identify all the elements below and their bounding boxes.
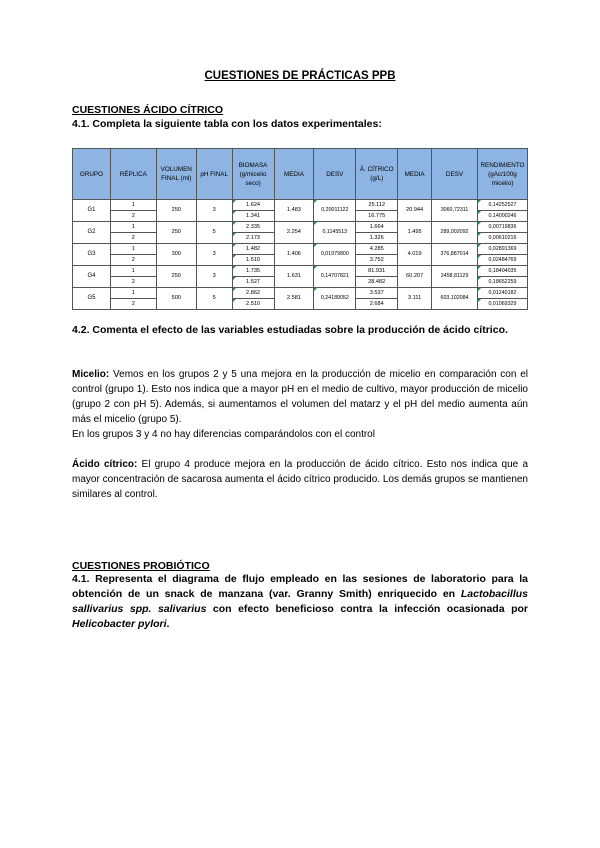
ph-cell: 3 (196, 244, 232, 266)
q-text-c: . (166, 618, 170, 630)
micelio-text: Vemos en los grupos 2 y 5 una mejora en la producción de micelio en comparación con el control (grupo 1). Esto nos indica que a mayor pH en el medio de cultivo, mayor producción de micelio (grupo 2 con pH 5). Además, si aumentamos el volumen del matarz y el pH del medio aumenta aún más el micelio (grupo 5). (72, 369, 528, 425)
table-header-row (73, 149, 528, 200)
citric-mean-cell: 4.019 (398, 244, 432, 266)
replica-cell: 2 (110, 255, 156, 266)
biomass-mean-cell: 2.581 (274, 288, 314, 310)
header-cell: RENDIMIENTO (gAc/100g micelio) (477, 149, 527, 200)
biomass-mean-cell: 1.406 (274, 244, 314, 266)
citric-acid-cell: 25.112 (356, 200, 398, 211)
citric-acid-cell: 3.752 (356, 255, 398, 266)
ph-cell: 3 (196, 200, 232, 222)
biomass-cell: 2.173 (232, 233, 274, 244)
citric-acid-cell: 1.664 (356, 222, 398, 233)
yield-cell: 0,14000246 (477, 211, 527, 222)
table-row (73, 266, 528, 277)
citric-acid-cell: 4.285 (356, 244, 398, 255)
experimental-data-table (72, 148, 528, 310)
biomass-cell: 1.341 (232, 211, 274, 222)
table-row (73, 200, 528, 211)
header-cell: VOLUMEN FINAL (ml) (156, 149, 196, 200)
biomass-sd-cell: 0,14707821 (314, 266, 356, 288)
volume-cell: 300 (156, 244, 196, 266)
yield-cell: 0,00719836 (477, 222, 527, 233)
ph-cell: 5 (196, 288, 232, 310)
volume-cell: 250 (156, 200, 196, 222)
replica-cell: 1 (110, 266, 156, 277)
q-text-b: con efecto beneficioso contra la infección ocasionada por (206, 603, 528, 615)
volume-cell: 250 (156, 222, 196, 244)
header-cell: MEDIA (398, 149, 432, 200)
group-cell: G2 (73, 222, 111, 244)
biomass-mean-cell: 1.483 (274, 200, 314, 222)
biomass-cell: 2.510 (232, 299, 274, 310)
header-cell: pH FINAL (196, 149, 232, 200)
biomass-cell: 1.735 (232, 266, 274, 277)
citric-sd-cell: 376,887014 (432, 244, 478, 266)
citric-mean-cell: 1.495 (398, 222, 432, 244)
header-cell: RÉPLICA (110, 149, 156, 200)
citric-mean-cell: 3.111 (398, 288, 432, 310)
ph-cell: 5 (196, 222, 232, 244)
replica-cell: 2 (110, 277, 156, 288)
biomass-cell: 2.862 (232, 288, 274, 299)
yield-cell: 0,01069329 (477, 299, 527, 310)
biomass-sd-cell: 0,24189052 (314, 288, 356, 310)
biomass-cell: 2.335 (232, 222, 274, 233)
biomass-mean-cell: 1.631 (274, 266, 314, 288)
citric-mean-cell: 20.944 (398, 200, 432, 222)
header-cell: Á. CÍTRICO (g/L) (356, 149, 398, 200)
citric-acid-cell: 3.537 (356, 288, 398, 299)
replica-cell: 1 (110, 222, 156, 233)
group-cell: G1 (73, 200, 111, 222)
q-text-a: 4.1. Representa el diagrama de flujo empleado en las sesiones de laboratorio para la obtención de un snack de manzana (var. Granny Smith) enriquecido en (72, 573, 528, 600)
citric-sd-cell: 289,002092 (432, 222, 478, 244)
page-title: CUESTIONES DE PRÁCTICAS PPB (204, 70, 396, 82)
table-row (73, 244, 528, 255)
yield-cell: 0,02484769 (477, 255, 527, 266)
replica-cell: 2 (110, 299, 156, 310)
biomass-cell: 1.527 (232, 277, 274, 288)
citric-mean-cell: 60.207 (398, 266, 432, 288)
group-cell: G4 (73, 266, 111, 288)
acido-label: Ácido cítrico: (72, 459, 138, 470)
biomass-mean-cell: 2.254 (274, 222, 314, 244)
citric-acid-cell: 81.931 (356, 266, 398, 277)
citric-acid-cell: 1.326 (356, 233, 398, 244)
acido-text: El grupo 4 produce mejora en la producción de ácido cítrico. Esto nos indica que a mayor concentración de sacarosa aumenta el ácido cítrico producido. Los demás grupos se mantienen similares al control. (72, 459, 529, 500)
header-cell: DESV (432, 149, 478, 200)
group-cell: G3 (73, 244, 111, 266)
biomass-cell: 1.510 (232, 255, 274, 266)
citric-acid-cell: 16.775 (356, 211, 398, 222)
q-species-italic: Lactobacillus sallivarius spp. salivarius (72, 588, 528, 615)
biomass-sd-cell: 0,1145513 (314, 222, 356, 244)
question-4-2: 4.2. Comenta el efecto de las variables estudiadas sobre la producción de ácido cítrico. (72, 324, 508, 336)
question-probiotico-4-1 (72, 572, 528, 632)
replica-cell: 1 (110, 200, 156, 211)
table-row (73, 222, 528, 233)
biomass-cell: 1.482 (232, 244, 274, 255)
header-cell: MEDIA (274, 149, 314, 200)
yield-cell: 0,18652259 (477, 277, 527, 288)
yield-cell: 0,18404035 (477, 266, 527, 277)
ph-cell: 3 (196, 266, 232, 288)
volume-cell: 250 (156, 266, 196, 288)
micelio-paragraph-2: En los grupos 3 y 4 no hay diferencias comparándolos con el control (72, 429, 375, 440)
yield-cell: 0,14252527 (477, 200, 527, 211)
group-cell: G5 (73, 288, 111, 310)
micelio-paragraph (72, 367, 528, 427)
replica-cell: 1 (110, 288, 156, 299)
header-cell: GRUPO (73, 149, 111, 200)
biomass-sd-cell: 0,01979800 (314, 244, 356, 266)
question-4-1: 4.1. Completa la siguiente tabla con los datos experimentales: (72, 118, 382, 130)
volume-cell: 500 (156, 288, 196, 310)
citric-sd-cell: 3060,72311 (432, 200, 478, 222)
replica-cell: 2 (110, 233, 156, 244)
yield-cell: 0,00610216 (477, 233, 527, 244)
acido-paragraph (72, 457, 528, 502)
header-cell: DESV (314, 149, 356, 200)
biomass-cell: 1.624 (232, 200, 274, 211)
replica-cell: 2 (110, 211, 156, 222)
citric-sd-cell: 603,102084 (432, 288, 478, 310)
yield-cell: 0,01240182 (477, 288, 527, 299)
citric-acid-cell: 2.684 (356, 299, 398, 310)
table-body (73, 200, 528, 310)
citric-acid-cell: 28.482 (356, 277, 398, 288)
replica-cell: 1 (110, 244, 156, 255)
yield-cell: 0,02891369 (477, 244, 527, 255)
section-heading-probiotico: CUESTIONES PROBIÓTICO (72, 560, 210, 572)
biomass-sd-cell: 0,20011122 (314, 200, 356, 222)
q-pathogen-italic: Helicobacter pylori (72, 618, 167, 630)
header-cell: BIOMASA (g/micelio seco) (232, 149, 274, 200)
table-row (73, 288, 528, 299)
citric-sd-cell: 2458,81129 (432, 266, 478, 288)
section-heading-acido-citrico: CUESTIONES ÁCIDO CÍTRICO (72, 104, 224, 116)
micelio-label: Micelio: (72, 369, 110, 380)
